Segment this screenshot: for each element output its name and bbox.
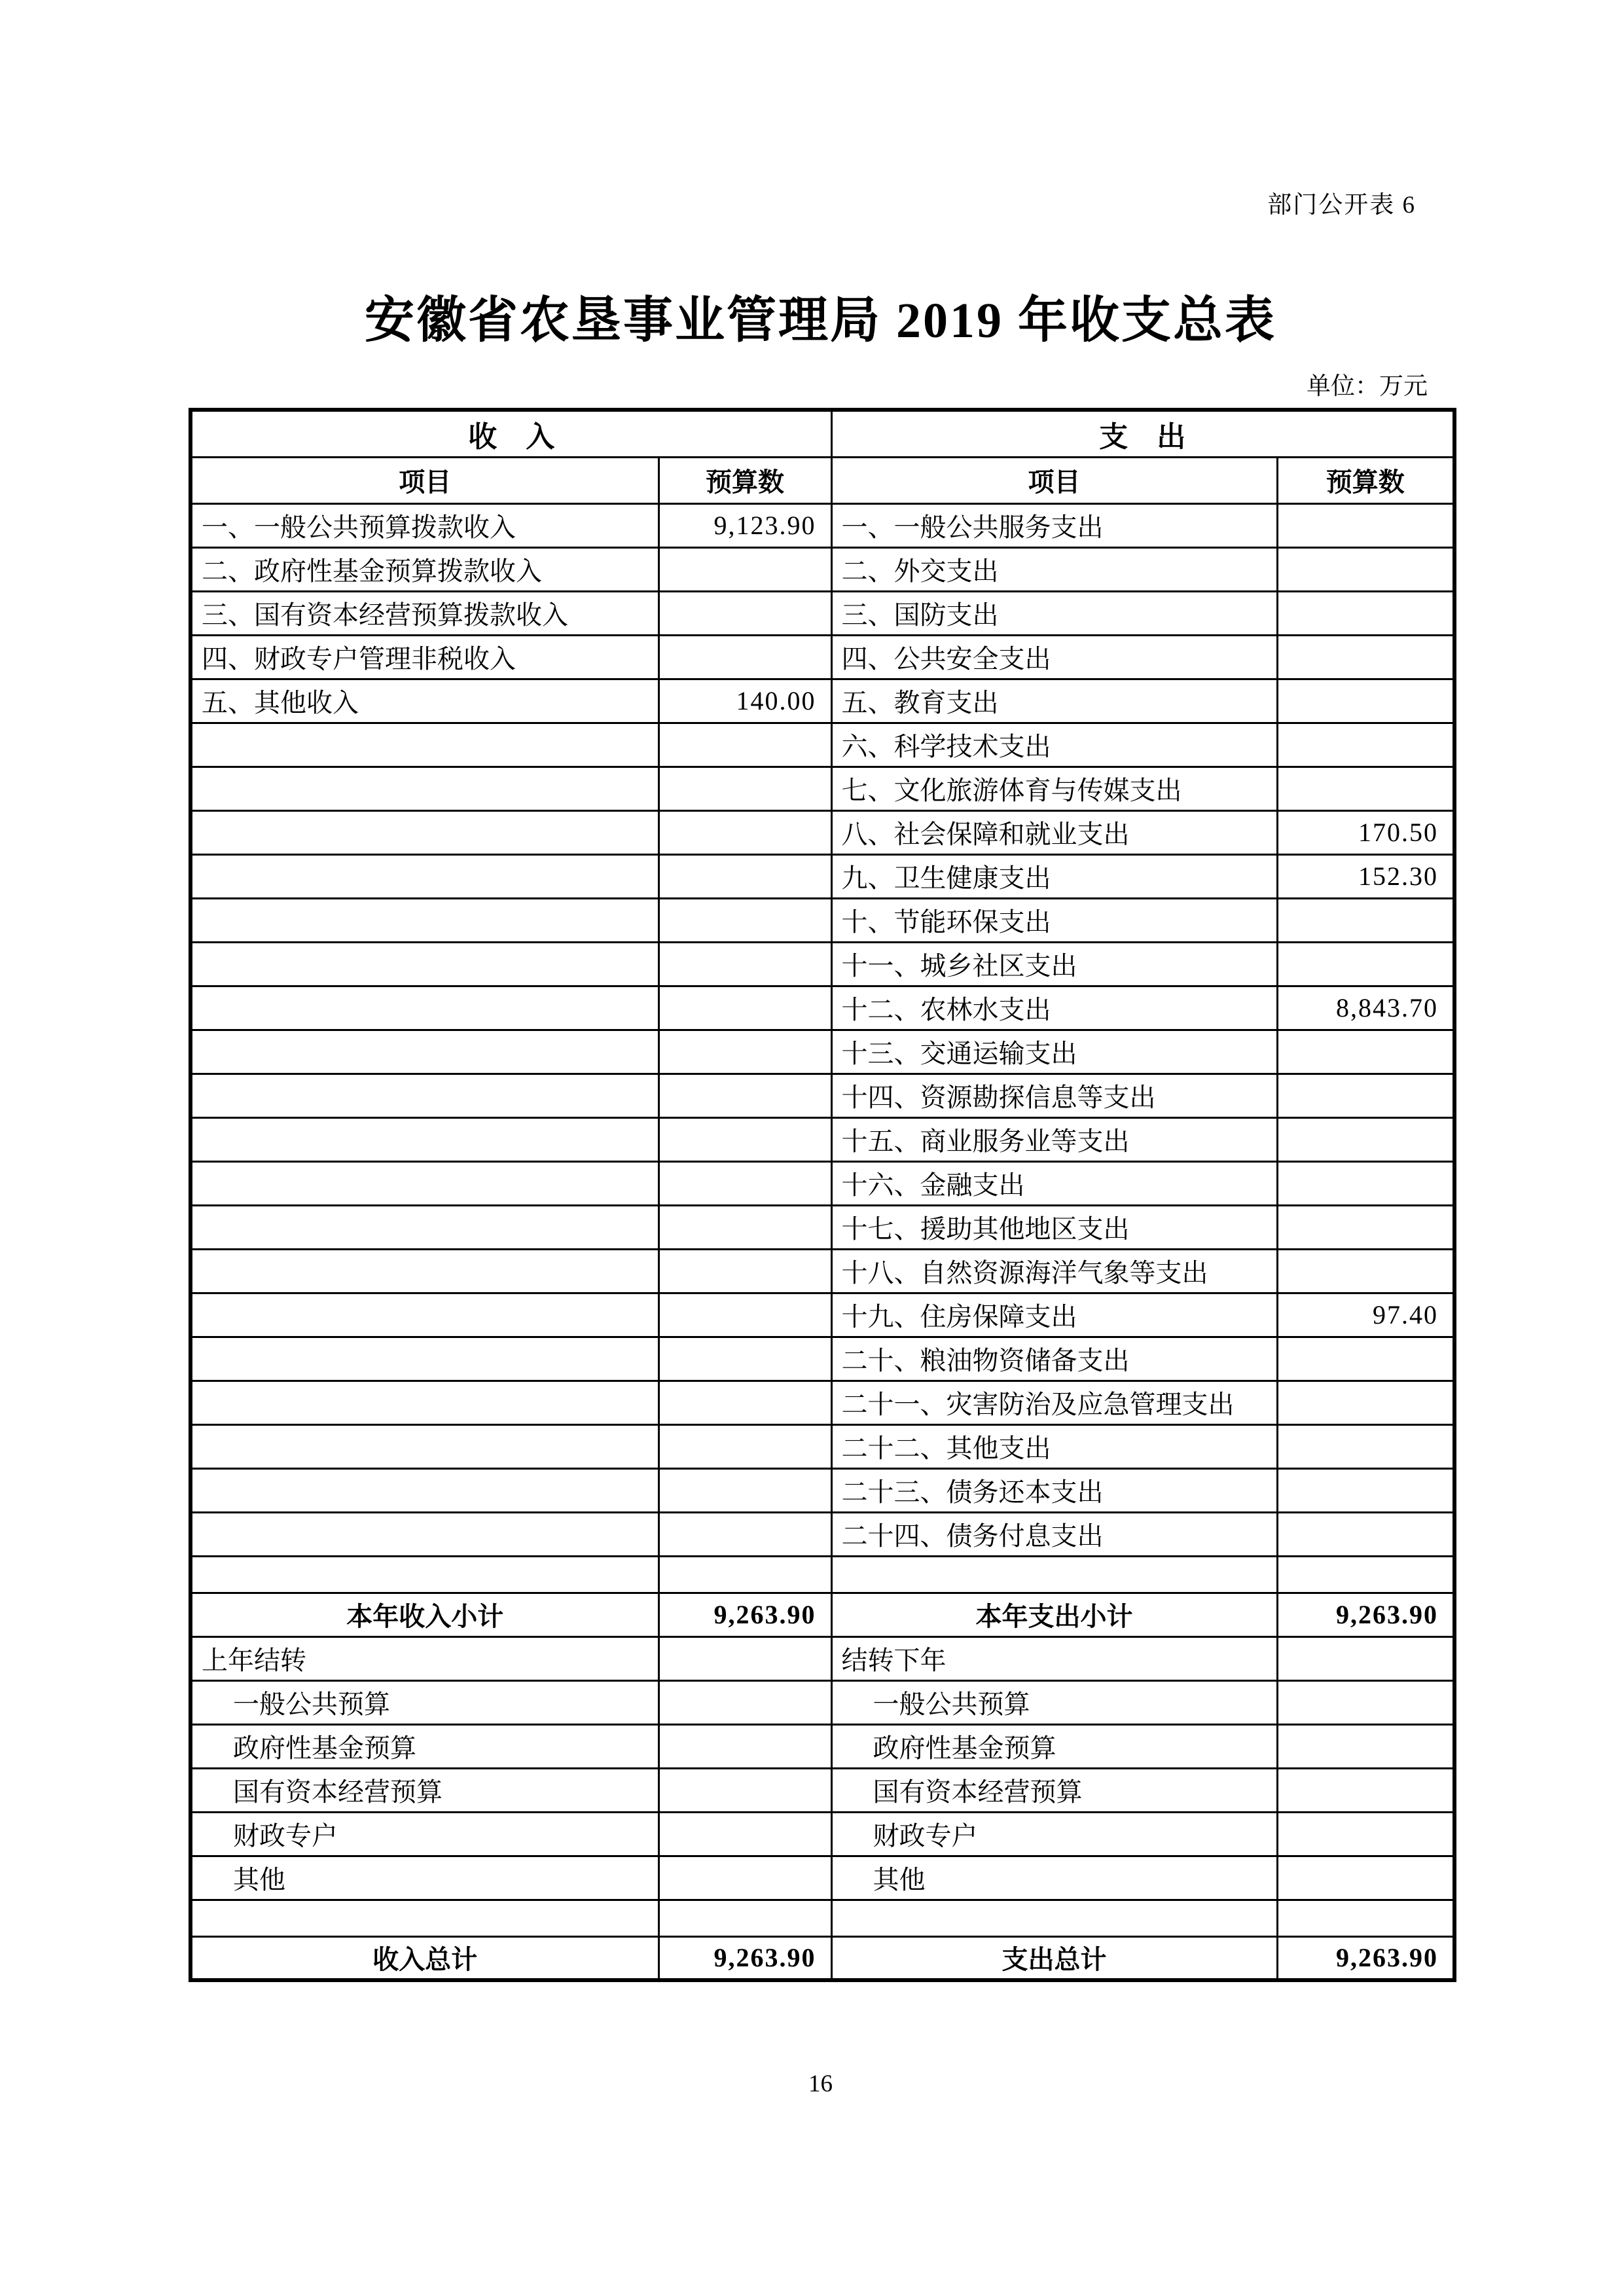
table-row [190,942,1454,986]
income-value-cell [659,1293,831,1337]
income-item-cell [190,1074,659,1117]
expense-value-cell [1277,1205,1454,1249]
table-row [190,679,1454,723]
income-value-cell [659,1381,831,1424]
table-row [190,1856,1454,1900]
income-value-cell [659,1512,831,1556]
income-item-cell [190,854,659,898]
expense-value-cell: 9,263.90 [1277,1936,1454,1980]
expense-item-cell: 二、外交支出 [831,547,1277,591]
income-item-cell [190,723,659,767]
table-row [190,723,1454,767]
table-row [190,1724,1454,1768]
unit-label: 单位：万元 [1307,373,1428,400]
expense-value-cell [1277,1424,1454,1468]
expense-value-cell [1277,1161,1454,1205]
expense-value-cell [1277,1856,1454,1900]
expense-value-cell [1277,1724,1454,1768]
expense-item-cell: 支出总计 [831,1936,1277,1980]
income-item-cell [190,1424,659,1468]
table-row [190,1074,1454,1117]
expense-value-cell: 8,843.70 [1277,986,1454,1030]
expense-value-cell [1277,591,1454,635]
expense-value-cell [1277,635,1454,679]
income-value-cell [659,591,831,635]
expense-value-cell: 97.40 [1277,1293,1454,1337]
income-item-cell: 上年结转 [190,1636,659,1680]
expense-item-cell: 财政专户 [831,1812,1277,1856]
income-item-cell [190,1512,659,1556]
expense-value-cell [1277,1556,1454,1593]
table-row [190,1512,1454,1556]
expense-item-cell: 二十四、债务付息支出 [831,1512,1277,1556]
expense-value-cell [1277,1117,1454,1161]
table-row [190,1812,1454,1856]
expense-item-cell: 十九、住房保障支出 [831,1293,1277,1337]
income-item-cell [190,1117,659,1161]
table-row [190,1468,1454,1512]
table-row [190,1293,1454,1337]
income-item-cell [190,767,659,810]
expense-value-cell [1277,1680,1454,1724]
expense-value-cell [1277,1337,1454,1381]
income-value-cell: 9,263.90 [659,1593,831,1636]
document-title: 安徽省农垦事业管理局 2019 年收支总表 [365,293,1276,348]
expense-item-cell: 七、文化旅游体育与传媒支出 [831,767,1277,810]
income-value-cell [659,854,831,898]
table-row [190,1249,1454,1293]
income-value-cell [659,810,831,854]
expense-item-cell: 十三、交通运输支出 [831,1030,1277,1074]
income-item-cell [190,898,659,942]
income-item-cell [190,1381,659,1424]
expense-value-cell [1277,898,1454,942]
expense-value-cell [1277,942,1454,986]
income-value-cell [659,1636,831,1680]
income-item-cell [190,1030,659,1074]
income-value-cell: 9,263.90 [659,1936,831,1980]
expense-item-cell: 六、科学技术支出 [831,723,1277,767]
expense-item-cell: 一般公共预算 [831,1680,1277,1724]
expense-value-cell [1277,1900,1454,1936]
budget-table [189,408,1456,1982]
income-section-header: 收 入 [190,410,831,457]
income-item-cell [190,1556,659,1593]
income-item-cell: 五、其他收入 [190,679,659,723]
expense-item-cell: 国有资本经营预算 [831,1768,1277,1812]
expense-section-header: 支 出 [831,410,1454,457]
expense-item-cell: 十七、援助其他地区支出 [831,1205,1277,1249]
column-header-row [190,457,1454,503]
table-row [190,1117,1454,1161]
expense-item-cell: 二十、粮油物资储备支出 [831,1337,1277,1381]
income-item-cell [190,1468,659,1512]
expense-value-cell [1277,1381,1454,1424]
income-value-cell [659,1468,831,1512]
expense-item-cell: 十二、农林水支出 [831,986,1277,1030]
table-row [190,635,1454,679]
expense-item-cell: 结转下年 [831,1636,1277,1680]
income-value-cell [659,1768,831,1812]
income-value-cell [659,1424,831,1468]
expense-item-cell: 十八、自然资源海洋气象等支出 [831,1249,1277,1293]
expense-value-cell: 9,263.90 [1277,1593,1454,1636]
income-item-cell: 二、政府性基金预算拨款收入 [190,547,659,591]
expense-item-cell: 二十一、灾害防治及应急管理支出 [831,1381,1277,1424]
income-item-cell [190,1205,659,1249]
expense-value-cell [1277,1636,1454,1680]
expense-value-cell [1277,547,1454,591]
table-row [190,1680,1454,1724]
expense-value-cell [1277,1512,1454,1556]
income-item-cell: 国有资本经营预算 [190,1768,659,1812]
income-value-cell [659,767,831,810]
income-item-cell: 一般公共预算 [190,1680,659,1724]
expense-value-cell [1277,767,1454,810]
expense-item-cell: 十一、城乡社区支出 [831,942,1277,986]
income-value-cell [659,1117,831,1161]
income-value-cell [659,635,831,679]
income-value-cell [659,1337,831,1381]
expense-value-cell: 152.30 [1277,854,1454,898]
expense-item-cell: 四、公共安全支出 [831,635,1277,679]
section-header-row [190,410,1454,457]
income-value-cell [659,942,831,986]
expense-value-cell [1277,1030,1454,1074]
expense-item-cell: 一、一般公共服务支出 [831,503,1277,547]
table-row [190,1424,1454,1468]
income-item-cell [190,1249,659,1293]
expense-item-cell: 八、社会保障和就业支出 [831,810,1277,854]
income-value-cell [659,1724,831,1768]
table-row [190,1161,1454,1205]
income-value-cell [659,986,831,1030]
expense-item-col-header: 项目 [831,457,1277,503]
income-item-cell: 本年收入小计 [190,1593,659,1636]
table-row [190,547,1454,591]
expense-item-cell: 十六、金融支出 [831,1161,1277,1205]
table-row [190,1936,1454,1980]
expense-value-cell [1277,1468,1454,1512]
income-item-cell [190,942,659,986]
expense-item-cell: 本年支出小计 [831,1593,1277,1636]
table-row [190,1337,1454,1381]
expense-item-cell: 九、卫生健康支出 [831,854,1277,898]
table-row [190,1205,1454,1249]
income-value-cell [659,1556,831,1593]
expense-value-cell [1277,1249,1454,1293]
table-row [190,503,1454,547]
income-item-cell: 其他 [190,1856,659,1900]
expense-item-cell [831,1556,1277,1593]
expense-value-cell [1277,679,1454,723]
income-value-cell: 9,123.90 [659,503,831,547]
income-value-cell [659,1161,831,1205]
table-row [190,986,1454,1030]
income-item-cell: 一、一般公共预算拨款收入 [190,503,659,547]
income-item-cell [190,1337,659,1381]
expense-value-cell [1277,1768,1454,1812]
income-item-cell: 收入总计 [190,1936,659,1980]
document-content [189,0,1453,2098]
table-row [190,810,1454,854]
page-number: 16 [808,2070,833,2097]
income-item-cell: 财政专户 [190,1812,659,1856]
income-item-cell: 三、国有资本经营预算拨款收入 [190,591,659,635]
expense-item-cell: 二十三、债务还本支出 [831,1468,1277,1512]
income-item-cell: 政府性基金预算 [190,1724,659,1768]
income-item-cell [190,810,659,854]
income-value-cell [659,1030,831,1074]
expense-item-cell: 十、节能环保支出 [831,898,1277,942]
expense-value-cell [1277,503,1454,547]
expense-item-cell: 十五、商业服务业等支出 [831,1117,1277,1161]
corner-note: 部门公开表 6 [1267,192,1416,219]
expense-value-cell [1277,1812,1454,1856]
income-item-cell: 四、财政专户管理非税收入 [190,635,659,679]
expense-item-cell [831,1900,1277,1936]
expense-item-cell: 二十二、其他支出 [831,1424,1277,1468]
expense-value-cell [1277,1074,1454,1117]
expense-value-cell: 170.50 [1277,810,1454,854]
income-budget-col-header: 预算数 [659,457,831,503]
income-value-cell [659,1680,831,1724]
income-value-cell [659,1205,831,1249]
income-value-cell: 140.00 [659,679,831,723]
spacer-row [190,1556,1454,1593]
income-item-cell [190,1293,659,1337]
table-row [190,854,1454,898]
income-value-cell [659,1856,831,1900]
expense-item-cell: 五、教育支出 [831,679,1277,723]
expense-item-cell: 政府性基金预算 [831,1724,1277,1768]
spacer-row [190,1900,1454,1936]
table-row [190,1030,1454,1074]
income-value-cell [659,1249,831,1293]
income-value-cell [659,898,831,942]
table-row [190,1768,1454,1812]
income-value-cell [659,1074,831,1117]
income-value-cell [659,723,831,767]
income-item-cell [190,1161,659,1205]
income-item-cell [190,1900,659,1936]
table-row [190,1593,1454,1636]
income-item-col-header: 项目 [190,457,659,503]
income-value-cell [659,1900,831,1936]
expense-item-cell: 十四、资源勘探信息等支出 [831,1074,1277,1117]
income-value-cell [659,547,831,591]
table-row [190,898,1454,942]
table-row [190,1381,1454,1424]
expense-item-cell: 其他 [831,1856,1277,1900]
income-item-cell [190,986,659,1030]
income-value-cell [659,1812,831,1856]
table-row [190,1636,1454,1680]
expense-value-cell [1277,723,1454,767]
table-body [190,503,1454,1980]
expense-item-cell: 三、国防支出 [831,591,1277,635]
table-row [190,767,1454,810]
table-row [190,591,1454,635]
expense-budget-col-header: 预算数 [1277,457,1454,503]
